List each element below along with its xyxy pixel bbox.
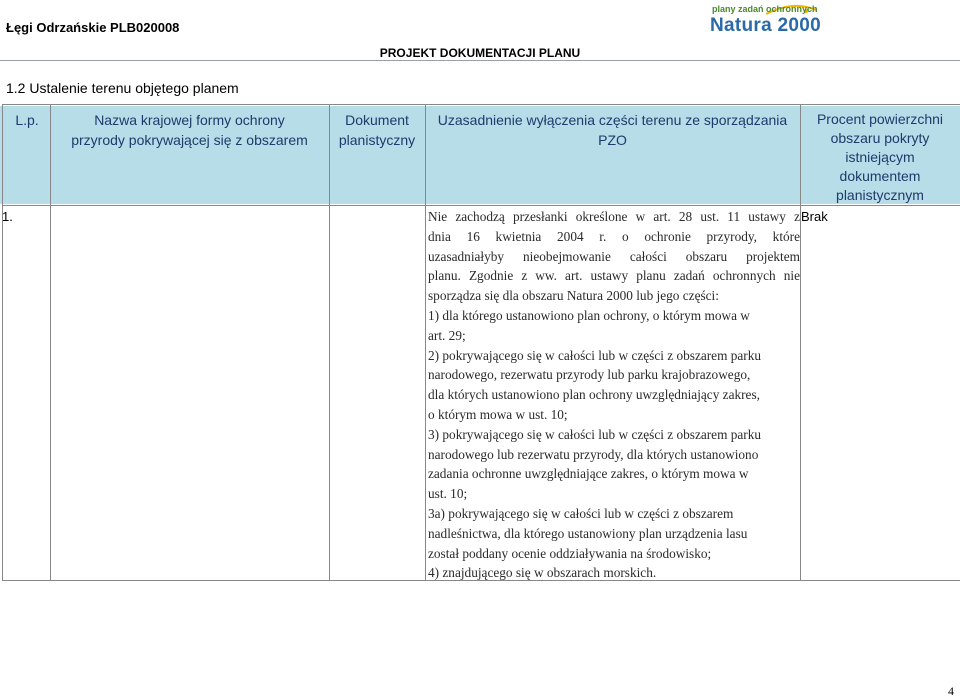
table-left-border	[2, 104, 3, 580]
text-line: 3) pokrywającego się w całości lub w części z obszarem parku	[428, 426, 762, 442]
site-name: Łęgi Odrzańskie PLB020008	[6, 20, 180, 35]
text-line: o którym mowa w ust. 10;	[428, 406, 568, 422]
page-number: 4	[948, 684, 954, 698]
header-justification: Uzasadnienie wyłączenia części terenu ze sporządzania PZO	[437, 112, 788, 148]
header-divider	[0, 60, 960, 61]
text-line: planu. Zgodnie z ww. art. ustawy planu zadań ochronnych nie	[428, 268, 800, 284]
text-line: Nie zachodzą przesłanki określone w art. 28 ust. 11 ustawy z	[428, 209, 800, 224]
text-line: dnia 16 kwietnia 2004 r. o ochronie przyrody, które	[428, 228, 800, 244]
row-number: 1.	[2, 209, 13, 224]
text-line: 1) dla którego ustanowiono plan ochrony, o którym mowa w	[428, 307, 750, 323]
text-line: uzasadniałyby nieobejmowanie całości obszaru projektem	[428, 248, 800, 264]
text-line: narodowego, rezerwatu przyrody lub parku krajobrazowego,	[428, 367, 751, 383]
text-line: 4) znajdującego się w obszarach morskich.	[428, 565, 657, 581]
text-line: dla których ustanowiono plan ochrony uwzględniający zakres,	[428, 387, 760, 403]
col-divider-2	[329, 104, 330, 580]
table-header-border	[2, 205, 960, 206]
table-top-border	[2, 104, 960, 105]
natura-2000-logo	[706, 2, 822, 42]
text-line: sporządza się dla obszaru Natura 2000 lub jego części:	[428, 288, 719, 304]
header-lp: L.p.	[15, 112, 39, 128]
logo-title: Natura 2000	[710, 15, 822, 36]
text-line: nadleśnictwa, dla którego ustanowiony plan urządzenia lasu	[428, 525, 748, 541]
header-coverage-percent: Procent powierzchni obszaru pokryty istniejącym dokumentem planistycznym	[816, 111, 944, 203]
text-line: narodowego lub rezerwatu przyrody, dla których ustanowiono	[428, 446, 759, 462]
header-protection-form: Nazwa krajowej formy ochrony przyrody pokrywającej się z obszarem	[71, 112, 308, 148]
section-title: 1.2 Ustalenie terenu objętego planem	[6, 80, 239, 96]
header-planning-document: Dokument planistyczny	[338, 112, 416, 148]
justification-text	[428, 207, 800, 583]
logo-subtitle: plany zadań ochronnych	[712, 4, 818, 14]
coverage-percent-value: Brak	[801, 209, 828, 224]
text-line: 3a) pokrywającego się w całości lub w części z obszarem	[428, 505, 734, 521]
text-line: został poddany ocenie oddziaływania na środowisko;	[428, 545, 712, 561]
col-divider-3	[425, 104, 426, 580]
text-line: ust. 10;	[428, 486, 468, 502]
document-title: PROJEKT DOKUMENTACJI PLANU	[379, 46, 581, 60]
col-divider-1	[50, 104, 51, 580]
text-line: 2) pokrywającego się w całości lub w części z obszarem parku	[428, 347, 762, 363]
text-line: art. 29;	[428, 327, 466, 343]
text-line: zadania ochronne uwzględniające zakres, o którym mowa w	[428, 466, 749, 482]
